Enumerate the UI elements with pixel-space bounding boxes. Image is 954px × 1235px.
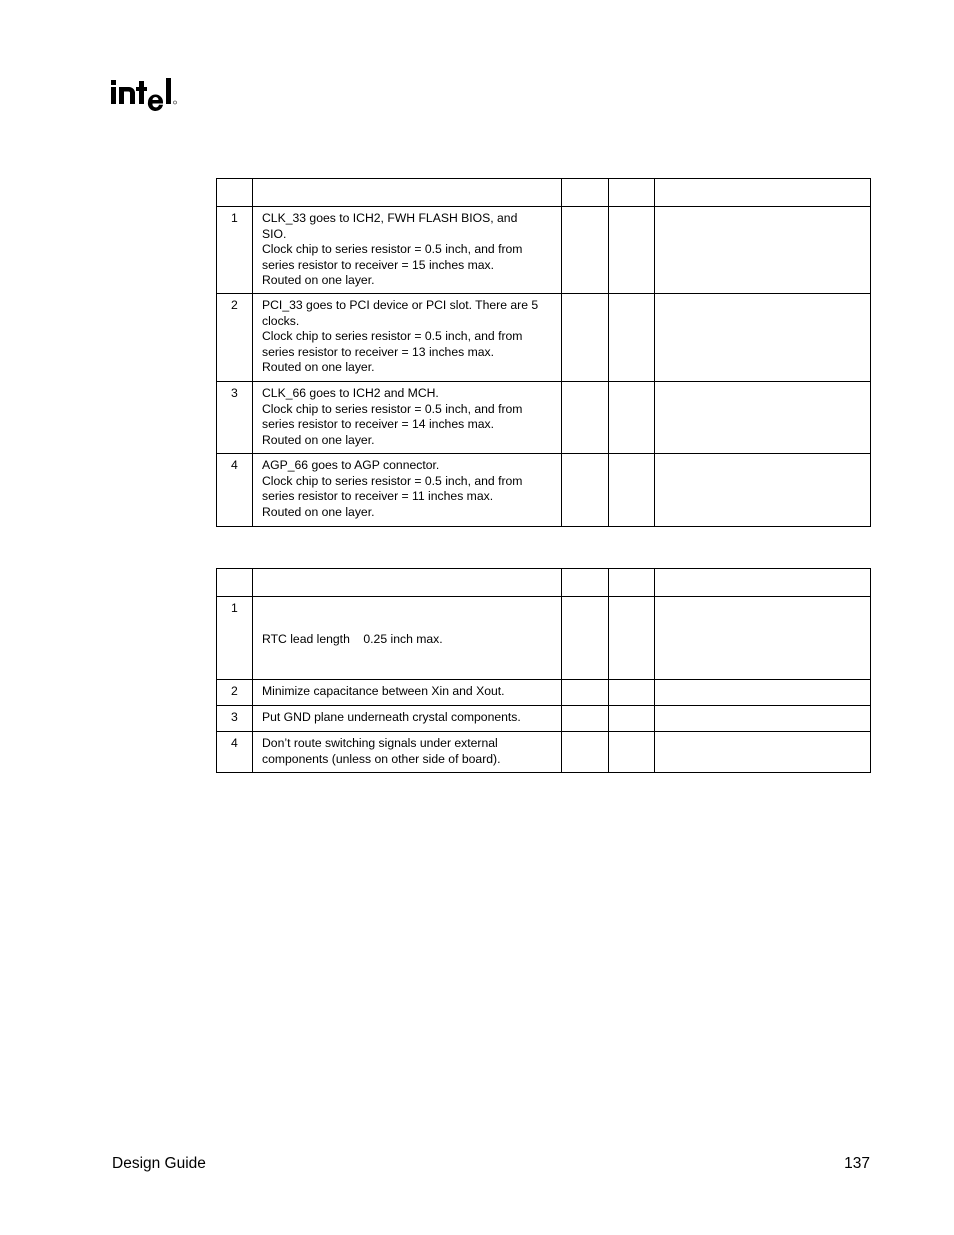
header-cell (655, 179, 871, 207)
check-cell (562, 207, 609, 294)
description-line: AGP_66 goes to AGP connector. (262, 458, 440, 472)
footer-page-number: 137 (844, 1155, 870, 1172)
item-number: 3 (217, 382, 253, 454)
description-line: Clock chip to series resistor = 0.5 inch, and from (262, 242, 523, 257)
table-row (217, 454, 871, 527)
description-line: clocks. (262, 313, 300, 328)
item-number: 4 (217, 454, 253, 527)
item-description (253, 679, 562, 705)
table-header-row (217, 569, 871, 597)
description-line: Don’t route switching signals under external (262, 735, 498, 750)
comments-cell (655, 382, 871, 454)
check-cell (562, 597, 609, 680)
description-line: Put GND plane underneath crystal components. (262, 709, 521, 724)
item-description (253, 207, 562, 294)
table-row (217, 294, 871, 382)
description-line: Routed on one layer. (262, 504, 375, 519)
item-number: 3 (217, 705, 253, 731)
check-cell (609, 597, 655, 680)
description-line: series resistor to receiver = 11 inches max. (262, 489, 494, 504)
header-cell (253, 179, 562, 207)
comments-cell (655, 454, 871, 527)
check-cell (562, 382, 609, 454)
description-line: Routed on one layer. (262, 360, 375, 375)
item-description (253, 294, 562, 382)
description-line: Minimize capacitance between Xin and Xout. (262, 683, 505, 698)
comments-cell (655, 679, 871, 705)
table-row (217, 207, 871, 294)
comments-cell (655, 731, 871, 772)
header-cell (562, 569, 609, 597)
header-cell (253, 569, 562, 597)
check-cell (609, 294, 655, 382)
check-cell (562, 705, 609, 731)
item-description (253, 382, 562, 454)
check-cell (562, 679, 609, 705)
item-description (253, 705, 562, 731)
item-description (253, 597, 562, 680)
table-row (217, 731, 871, 772)
description-line: CLK_66 goes to ICH2 and MCH. (262, 386, 439, 400)
comments-cell (655, 597, 871, 680)
check-cell (609, 454, 655, 527)
description-line: series resistor to receiver = 13 inches max. (262, 344, 494, 359)
check-cell (562, 731, 609, 772)
clock-routing-table (216, 178, 871, 527)
description-line: PCI_33 goes to PCI device or PCI slot. There are 5 (262, 298, 539, 312)
description-line: Clock chip to series resistor = 0.5 inch, and from (262, 473, 523, 488)
description-line: Routed on one layer. (262, 273, 375, 288)
table-row (217, 705, 871, 731)
description-line: components (unless on other side of board). (262, 751, 501, 766)
item-description (253, 731, 562, 772)
header-cell (562, 179, 609, 207)
check-cell (562, 454, 609, 527)
item-number: 2 (217, 679, 253, 705)
check-cell (562, 294, 609, 382)
check-cell (609, 705, 655, 731)
header-cell (609, 569, 655, 597)
comments-cell (655, 294, 871, 382)
description-line: series resistor to receiver = 15 inches max. (262, 257, 494, 272)
header-cell (217, 179, 253, 207)
description-line: CLK_33 goes to ICH2, FWH FLASH BIOS, and (262, 211, 518, 225)
description-line: Clock chip to series resistor = 0.5 inch, and from (262, 329, 523, 344)
item-number: 1 (217, 207, 253, 294)
description-line: Routed on one layer. (262, 432, 375, 447)
check-cell (609, 731, 655, 772)
table-row (217, 597, 871, 680)
check-cell (609, 382, 655, 454)
comments-cell (655, 705, 871, 731)
table-row (217, 382, 871, 454)
item-number: 4 (217, 731, 253, 772)
rtc-table (216, 568, 871, 773)
description-line: RTC lead length 0.25 inch max. (262, 632, 443, 647)
description-line: series resistor to receiver = 14 inches max. (262, 417, 494, 432)
table-header-row (217, 179, 871, 207)
comments-cell (655, 207, 871, 294)
check-cell (609, 679, 655, 705)
header-cell (655, 569, 871, 597)
item-number: 2 (217, 294, 253, 382)
intel-logo (110, 72, 180, 116)
check-cell (609, 207, 655, 294)
description-line: SIO. (262, 226, 287, 241)
item-description (253, 454, 562, 527)
item-number: 1 (217, 597, 253, 680)
header-cell (217, 569, 253, 597)
header-cell (609, 179, 655, 207)
description-line: Clock chip to series resistor = 0.5 inch, and from (262, 401, 523, 416)
footer-document-title: Design Guide (112, 1155, 206, 1172)
table-row (217, 679, 871, 705)
